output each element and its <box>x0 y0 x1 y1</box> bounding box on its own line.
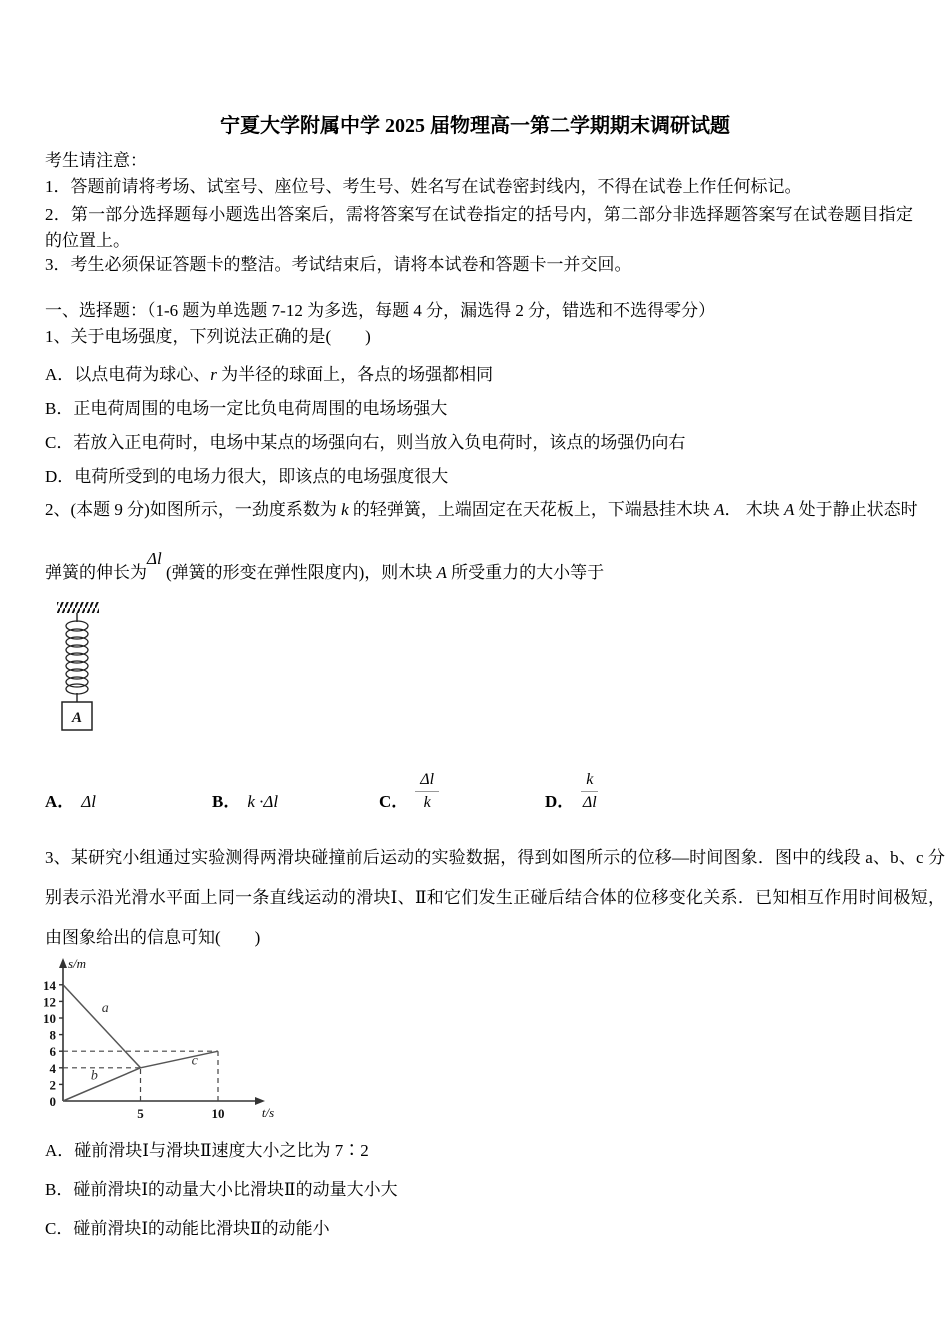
x-axis-arrow <box>255 1097 265 1105</box>
q2-line2-part1: 弹簧的伸长为 <box>45 563 147 582</box>
q2-option-c <box>379 771 439 812</box>
q2-option-d-numerator: k <box>581 771 598 792</box>
q2-line2-delta-l: Δl <box>147 549 162 568</box>
q2-stem-part1: 2、(本题 9 分)如图所示，一劲度系数为 <box>45 500 342 519</box>
series-label-b: b <box>90 1068 98 1084</box>
q2-option-b-label: B． <box>212 792 241 811</box>
notice-heading: 考生请注意： <box>45 151 147 170</box>
y-tick-label: 6 <box>49 1044 56 1060</box>
y-tick-label: 4 <box>49 1060 56 1076</box>
spring-figure <box>50 597 150 737</box>
x-tick-label: 5 <box>137 1106 144 1121</box>
spring-coils <box>66 621 88 694</box>
y-tick-label: 14 <box>43 977 56 993</box>
series-b <box>63 1068 141 1101</box>
q2-option-d-label: D． <box>545 792 575 811</box>
q2-option-b-formula: k ·Δl <box>247 792 279 811</box>
q1-option-b: B．正电荷周围的电场一定比负电荷周围的电场场强大 <box>45 399 448 418</box>
q2-line2-var-a: A <box>436 563 447 582</box>
q2-option-c-numerator: Δl <box>415 771 439 792</box>
q3-option-b: B．碰前滑块Ⅰ的动量大小比滑块Ⅱ的动量大小大 <box>45 1180 398 1199</box>
notice-item-2: 2．第一部分选择题每小题选出答案后，需将答案写在试卷指定的括号内，第二部分非选择题答案写在试卷题目指定的位置上。 <box>45 205 913 250</box>
ceiling-hatch <box>57 602 99 613</box>
q2-option-a-formula: Δl <box>81 792 96 811</box>
block-a-label: A <box>71 710 83 726</box>
q1-option-a-part1: A．以点电荷为球心、 <box>45 365 211 384</box>
q2-option-c-fraction <box>415 771 439 812</box>
q2-option-c-label: C． <box>379 792 409 811</box>
section1-heading: 一、选择题：（1-6 题为单选题 7-12 为多选，每题 4 分，漏选得 2 分，错选和不选得零分） <box>45 301 716 320</box>
y-tick-label: 12 <box>43 994 56 1010</box>
displacement-time-chart <box>35 953 335 1128</box>
q2-option-d-denominator: Δl <box>582 794 597 811</box>
q2-stem-var-a1: A <box>714 500 725 519</box>
q1-option-a-var-r: r <box>210 365 217 384</box>
q2-stem-line2 <box>45 549 605 584</box>
q2-option-d-fraction <box>581 771 598 812</box>
q3-stem: 3、某研究小组通过实验测得两滑块碰撞前后运动的实验数据，得到如图所示的位移—时间图象．图中的线段 a、b、c 分别表示沿光滑水平面上同一条直线运动的滑块Ⅰ、Ⅱ和它们发生正碰后结合体的位移变化关系．已知相互作用时间极短，由图象给出的信息可知( ) <box>45 848 945 947</box>
q2-option-a <box>45 792 96 812</box>
q2-stem-part2: 的轻弹簧，上端固定在天花板上，下端悬挂木块 <box>348 500 715 519</box>
y-tick-label: 10 <box>43 1011 56 1026</box>
q2-option-a-label: A． <box>45 792 75 811</box>
q2-stem-part3: ． 木块 <box>724 500 785 519</box>
q3-option-c: C．碰前滑块Ⅰ的动能比滑块Ⅱ的动能小 <box>45 1219 330 1238</box>
series-c <box>141 1051 219 1068</box>
x-axis-title: t/s <box>261 1105 275 1120</box>
q2-option-c-denominator: k <box>423 794 431 811</box>
q1-option-c: C．若放入正电荷时，电场中某点的场强向右，则当放入负电荷时，该点的场强仍向右 <box>45 433 686 452</box>
q2-options-row <box>45 752 725 814</box>
y-tick-label: 2 <box>49 1077 56 1093</box>
q1-option-a <box>45 364 493 386</box>
series-label-a: a <box>101 1001 109 1017</box>
series-label-c: c <box>191 1053 198 1069</box>
notice-item-3: 3．考生必须保证答题卡的整洁。考试结束后，请将本试卷和答题卡一并交回。 <box>45 255 632 274</box>
q2-option-b <box>212 792 278 812</box>
q1-option-a-part2: 为半径的球面上，各点的场强都相同 <box>216 365 494 384</box>
y-tick-label: 8 <box>49 1027 56 1043</box>
q2-stem-var-k: k <box>341 500 349 519</box>
page-title: 宁夏大学附属中学 2025 届物理高一第二学期期末调研试题 <box>220 115 730 137</box>
y-axis-title: s/m <box>68 956 87 971</box>
y-axis-arrow <box>59 958 67 968</box>
q1-stem: 1、关于电场强度，下列说法正确的是( ) <box>45 327 371 346</box>
y-tick-label: 0 <box>49 1094 56 1109</box>
q3-option-a: A．碰前滑块Ⅰ与滑块Ⅱ速度大小之比为 7∶2 <box>45 1141 369 1160</box>
x-tick-label: 10 <box>211 1106 225 1121</box>
notice-item-1: 1．答题前请将考场、试室号、座位号、考生号、姓名写在试卷密封线内，不得在试卷上作任何标记。 <box>45 177 802 196</box>
q2-stem-var-a2: A <box>784 500 795 519</box>
q2-stem <box>45 499 918 521</box>
q2-line2-part2: (弹簧的形变在弹性限度内)，则木块 <box>161 563 437 582</box>
q2-line2-part3: 所受重力的大小等于 <box>446 563 605 582</box>
q1-option-d: D．电荷所受到的电场力很大，即该点的电场强度很大 <box>45 467 449 486</box>
series-a <box>63 985 141 1068</box>
q2-option-d <box>545 771 598 812</box>
q2-stem-part4: 处于静止状态时 <box>794 500 918 519</box>
